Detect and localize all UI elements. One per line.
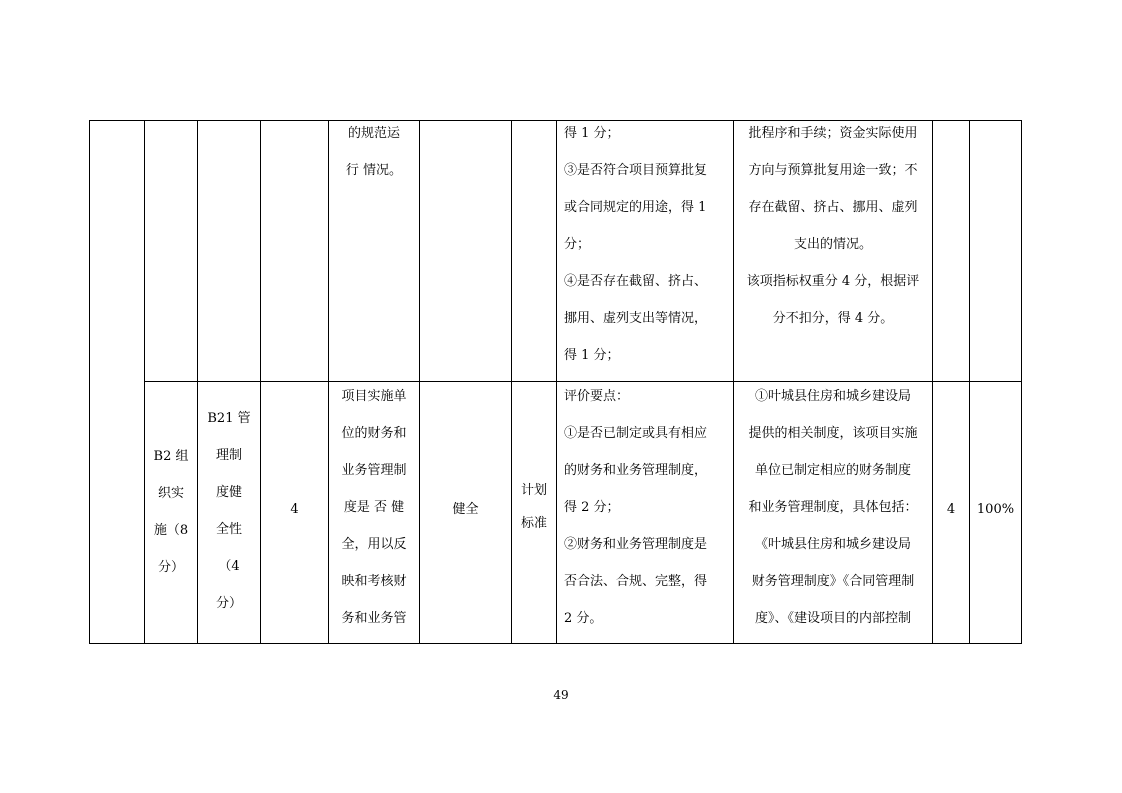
text-line: 理制 (215, 448, 242, 463)
text-line: 业务管理制 (341, 463, 407, 478)
text-line: 该项指标权重分 4 分，根据评 (746, 274, 920, 289)
text-line: 健全 (452, 502, 479, 517)
row1-scoring-basis (734, 115, 932, 337)
table-col-line (556, 120, 557, 644)
text-line: 全性 (215, 522, 242, 537)
text-line: 行 情况。 (345, 163, 403, 178)
table-col-line (419, 120, 420, 644)
text-line: 度健 (215, 485, 242, 500)
text-line: 或合同规定的用途，得 1 (564, 200, 707, 215)
row2-secondary-indicator (145, 438, 197, 586)
row2-criteria-source (512, 474, 556, 540)
text-line: 度是 否 健 (343, 500, 405, 515)
text-line: ③是否符合项目预算批复 (564, 163, 708, 178)
text-line: 分） (215, 596, 242, 611)
text-line: 映和考核财 (341, 574, 407, 589)
text-line: 分； (564, 237, 591, 252)
text-line: ④是否存在截留、挤占、 (564, 274, 708, 289)
row2-indicator-explanation (329, 378, 419, 637)
table-col-line (932, 120, 933, 644)
text-line: 务和业务管 (341, 611, 407, 626)
text-line: 项目实施单 (341, 389, 407, 404)
text-line: 分） (157, 560, 184, 575)
row2-score (933, 491, 969, 528)
text-line: 2 分。 (564, 611, 603, 626)
row2-evaluation-points (564, 378, 730, 637)
row2-tertiary-indicator (198, 400, 260, 622)
text-line: 得 1 分； (564, 126, 620, 141)
text-line: 批程序和手续；资金实际使用 (748, 126, 918, 141)
text-line: B2 组 (153, 449, 189, 464)
row1-indicator-explanation (329, 115, 419, 189)
text-line: （4 (218, 559, 240, 574)
text-line: 4 (946, 502, 956, 517)
text-line: 《叶城县住房和城乡建设局 (754, 537, 911, 552)
text-line: 和业务管理制度，具体包括： (748, 500, 918, 515)
text-line: 得 1 分； (564, 348, 620, 363)
text-line: 单位已制定相应的财务制度 (754, 463, 911, 478)
text-line: 计划 (520, 483, 547, 498)
text-line: 评价要点： (564, 389, 630, 404)
text-line: 分不扣分，得 4 分。 (772, 311, 894, 326)
text-line: 方向与预算批复用途一致；不 (748, 163, 918, 178)
text-line: 提供的相关制度，该项目实施 (748, 426, 918, 441)
row2-scoring-basis (734, 378, 932, 637)
text-line: 度》、《建设项目的内部控制 (754, 611, 911, 626)
text-line: 存在截留、挤占、挪用、虚列 (748, 200, 918, 215)
text-line: 织实 (157, 486, 184, 501)
text-line: 位的财务和 (341, 426, 407, 441)
table-col-line (260, 120, 261, 644)
text-line: 得 2 分； (564, 500, 620, 515)
text-line: 4 (290, 502, 299, 517)
text-line: 的财务和业务管理制度， (564, 463, 708, 478)
text-line: 全，用以反 (341, 537, 407, 552)
text-line: 挪用、虚列支出等情况， (564, 311, 708, 326)
row2-weight (261, 491, 328, 528)
text-line: B21 管 (207, 411, 251, 426)
text-line: ①是否已制定或具有相应 (564, 426, 708, 441)
text-line: 标准 (520, 516, 547, 531)
table-border-right (1021, 120, 1022, 644)
text-line: 财务管理制度》《合同管理制 (751, 574, 915, 589)
text-line: 支出的情况。 (793, 237, 872, 252)
row1-evaluation-points (564, 115, 730, 374)
text-line: ①叶城县住房和城乡建设局 (754, 389, 911, 404)
text-line: 施（8 (153, 523, 189, 538)
text-line: ②财务和业务管理制度是 (564, 537, 708, 552)
row2-target-value (420, 491, 511, 528)
text-line: 否合法、合规、完整，得 (564, 574, 708, 589)
table-border-left (89, 120, 90, 644)
table-col-line (969, 120, 970, 644)
row2-score-rate (970, 491, 1021, 528)
table-col-line (511, 120, 512, 644)
text-line: 100% (976, 502, 1015, 517)
text-line: 的规范运 (347, 126, 400, 141)
page-number: 49 (553, 688, 569, 702)
